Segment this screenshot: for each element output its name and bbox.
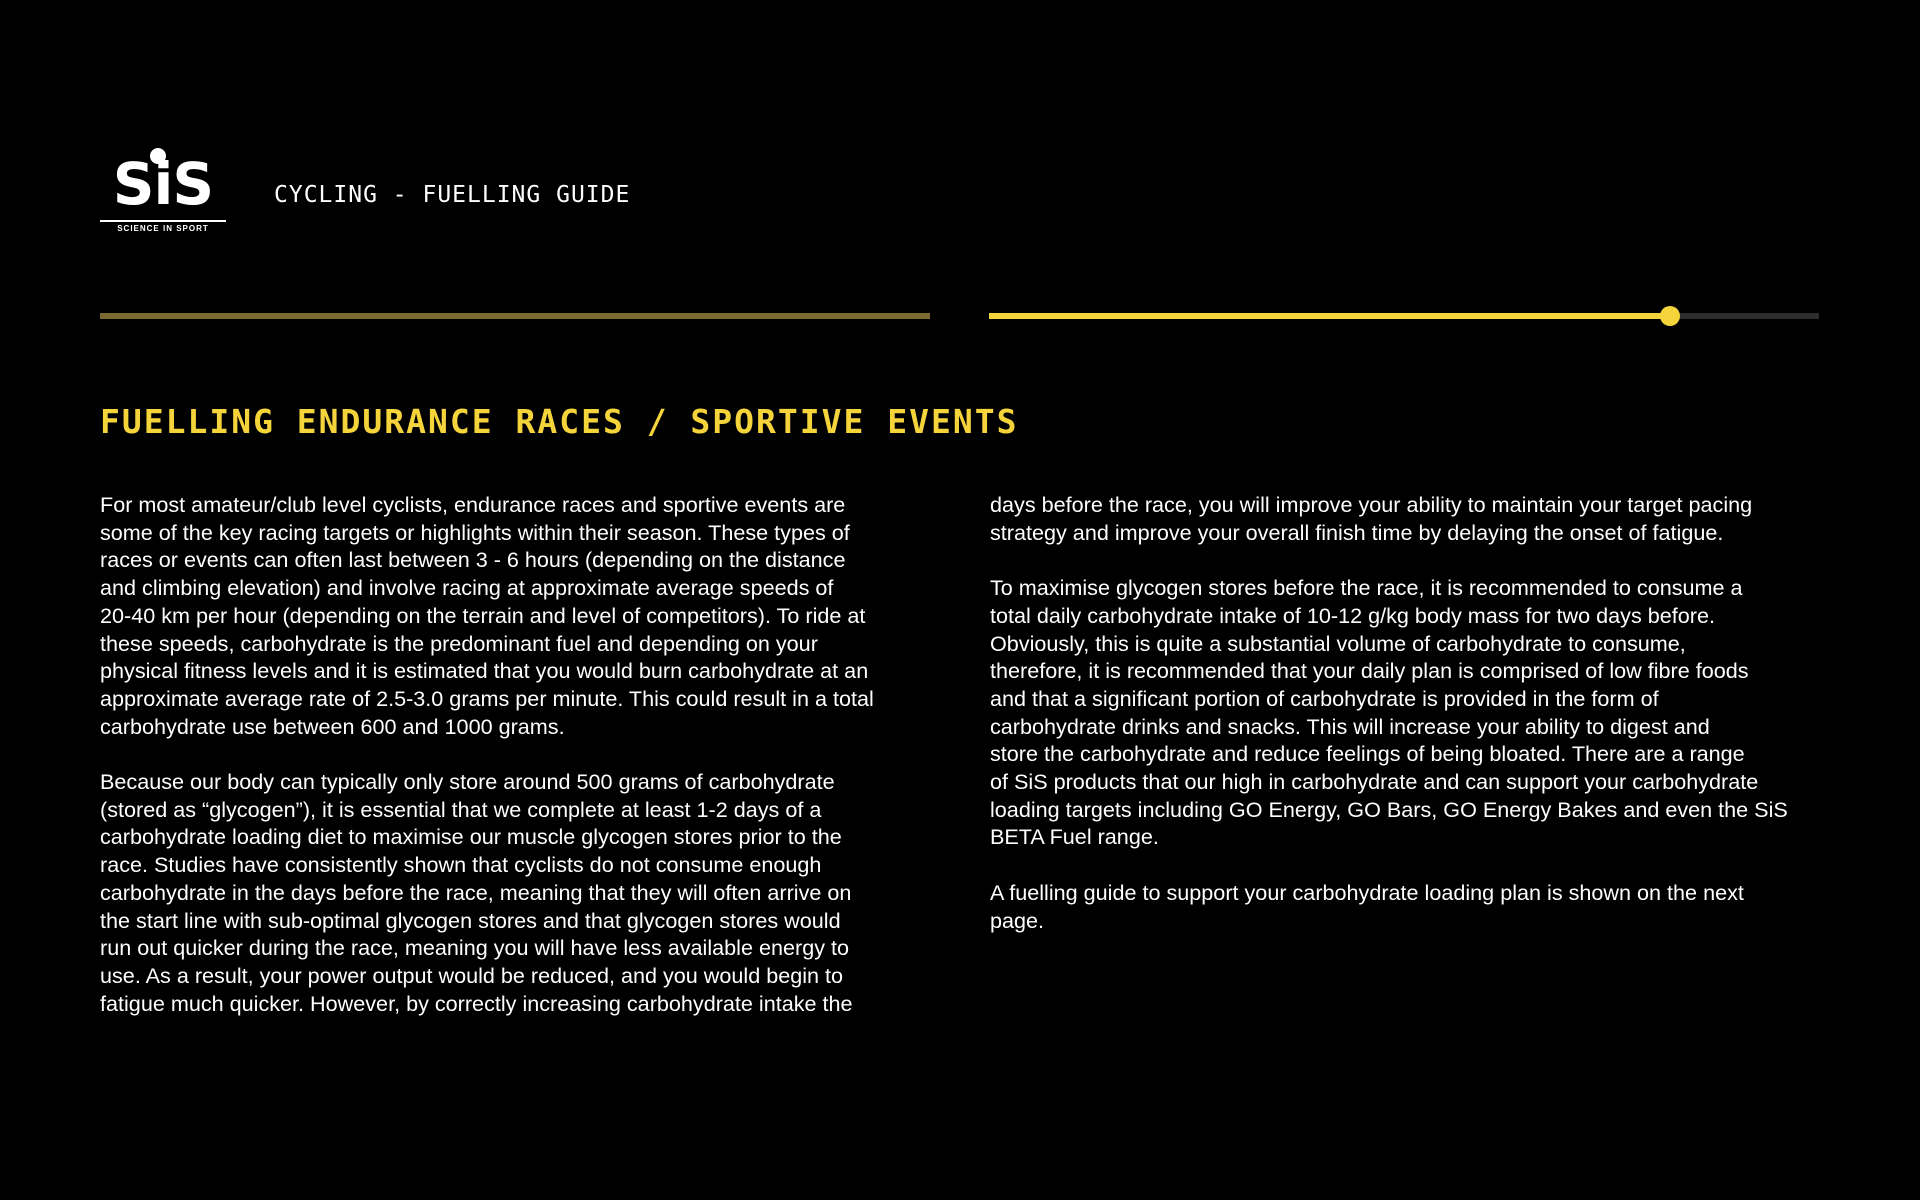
paragraph: days before the race, you will improve your ability to maintain your target pacing strategy and improve your overall finish time by delaying the onset of fatigue. [990,492,1753,545]
guide-title: CYCLING - FUELLING GUIDE [274,182,631,208]
progress-fill [989,313,1670,319]
sis-logo [100,152,226,234]
progress-fill [100,313,930,319]
progress-bar-current[interactable] [989,313,1819,319]
section-heading: FUELLING ENDURANCE RACES / SPORTIVE EVENTS [100,402,1019,441]
paragraph: A fuelling guide to support your carbohydrate loading plan is shown on the next page. [990,879,1744,933]
content-column-right [990,491,1830,962]
progress-bar-previous [100,313,930,319]
paragraph: For most amateur/club level cyclists, endurance races and sportive events are some of the key racing targets or highlights within their season. These types of races or events can often last between 3 - 6 hours (depending on the distance and climbing elevation) and involve racing at approximate average speeds of 20-40 km per hour (depending on the terrain and level of competitors). To ride at these speeds, carbohydrate is the predominant fuel and depending on your physical fitness levels and it is estimated that you would burn carbohydrate at an approximate average rate of 2.5-3.0 grams per minute. This could result in a total carbohydrate use between 600 and 1000 grams. [100,492,874,739]
paragraph: Because our body can typically only store around 500 grams of carbohydrate (stored as “glycogen”), it is essential that we complete at least 1-2 days of a carbohydrate loading diet to maximise our muscle glycogen stores prior to the race. Studies have consistently shown that cyclists do not consume enough carbohydrate in the days before the race, meaning that they will often arrive on the start line with sub-optimal glycogen stores and that glycogen stores would run out quicker during the race, meaning you will have less available energy to use. As a result, your power output would be reduced, and you would begin to fatigue much quicker. However, by correctly increasing carbohydrate intake the [100,769,853,1016]
progress-handle[interactable] [1660,306,1680,326]
content-column-left [100,491,940,1045]
logo-tagline: SCIENCE IN SPORT [100,220,226,233]
logo-wordmark: SiS [112,150,214,218]
paragraph: To maximise glycogen stores before the race, it is recommended to consume a total daily carbohydrate intake of 10-12 g/kg body mass for two days before. Obviously, this is quite a substantial volume of carbohydrate to consume, therefore, it is recommended that your daily plan is comprised of low fibre foods and that a significant portion of carbohydrate is provided in the form of carbohydrate drinks and snacks. This will increase your ability to digest and store the carbohydrate and reduce feelings of being bloated. There are a range of SiS products that our high in carbohydrate and can support your carbohydrate loading targets including GO Energy, GO Bars, GO Energy Bakes and even the SiS BETA Fuel range. [990,575,1788,850]
